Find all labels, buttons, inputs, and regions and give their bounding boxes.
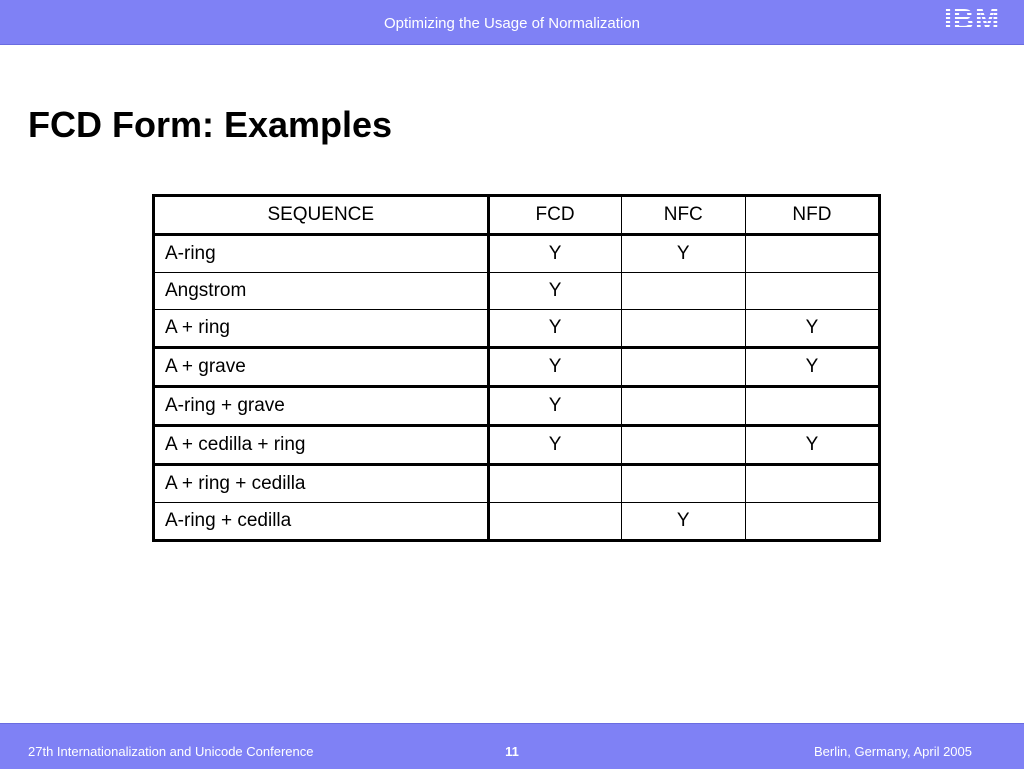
- nfd-cell: Y: [745, 348, 879, 387]
- nfc-cell: [621, 465, 745, 503]
- fcd-examples-table: [152, 194, 881, 542]
- fcd-cell: Y: [488, 348, 621, 387]
- sequence-cell: A-ring: [154, 235, 489, 273]
- presentation-title: Optimizing the Usage of Normalization: [384, 15, 640, 32]
- sequence-cell: A-ring + cedilla: [154, 503, 489, 541]
- fcd-cell: Y: [488, 387, 621, 426]
- sequence-cell: A + ring + cedilla: [154, 465, 489, 503]
- footer-bar: [0, 723, 1024, 769]
- nfc-cell: [621, 387, 745, 426]
- nfd-cell: [745, 503, 879, 541]
- column-header-sequence: SEQUENCE: [154, 196, 489, 235]
- conference-location-date: Berlin, Germany, April 2005: [814, 744, 972, 759]
- nfd-cell: [745, 387, 879, 426]
- nfd-cell: [745, 235, 879, 273]
- nfc-cell: [621, 273, 745, 310]
- column-header-nfc: NFC: [621, 196, 745, 235]
- nfc-cell: [621, 426, 745, 465]
- sequence-cell: A + cedilla + ring: [154, 426, 489, 465]
- sequence-cell: Angstrom: [154, 273, 489, 310]
- fcd-cell: [488, 503, 621, 541]
- ibm-logo: IBM: [944, 5, 1016, 35]
- nfc-cell: Y: [621, 235, 745, 273]
- table-row: [154, 310, 880, 348]
- column-header-nfd: NFD: [745, 196, 879, 235]
- table-row: [154, 348, 880, 387]
- nfc-cell: [621, 310, 745, 348]
- nfd-cell: [745, 273, 879, 310]
- slide-title: FCD Form: Examples: [28, 104, 393, 145]
- conference-name: 27th Internationalization and Unicode Conference: [28, 744, 314, 759]
- table-row: [154, 426, 880, 465]
- column-header-fcd: FCD: [488, 196, 621, 235]
- sequence-cell: A + ring: [154, 310, 489, 348]
- nfc-cell: [621, 348, 745, 387]
- fcd-cell: Y: [488, 310, 621, 348]
- page-number: 11: [505, 744, 519, 759]
- sequence-cell: A + grave: [154, 348, 489, 387]
- table-row: [154, 465, 880, 503]
- table-row: [154, 235, 880, 273]
- table-row: [154, 273, 880, 310]
- table-row: [154, 503, 880, 541]
- fcd-cell: [488, 465, 621, 503]
- nfc-cell: Y: [621, 503, 745, 541]
- table-header-row: [154, 196, 880, 235]
- header-bar: [0, 0, 1024, 45]
- fcd-cell: Y: [488, 273, 621, 310]
- nfd-cell: [745, 465, 879, 503]
- nfd-cell: Y: [745, 426, 879, 465]
- nfd-cell: Y: [745, 310, 879, 348]
- fcd-cell: Y: [488, 426, 621, 465]
- fcd-cell: Y: [488, 235, 621, 273]
- sequence-cell: A-ring + grave: [154, 387, 489, 426]
- table-row: [154, 387, 880, 426]
